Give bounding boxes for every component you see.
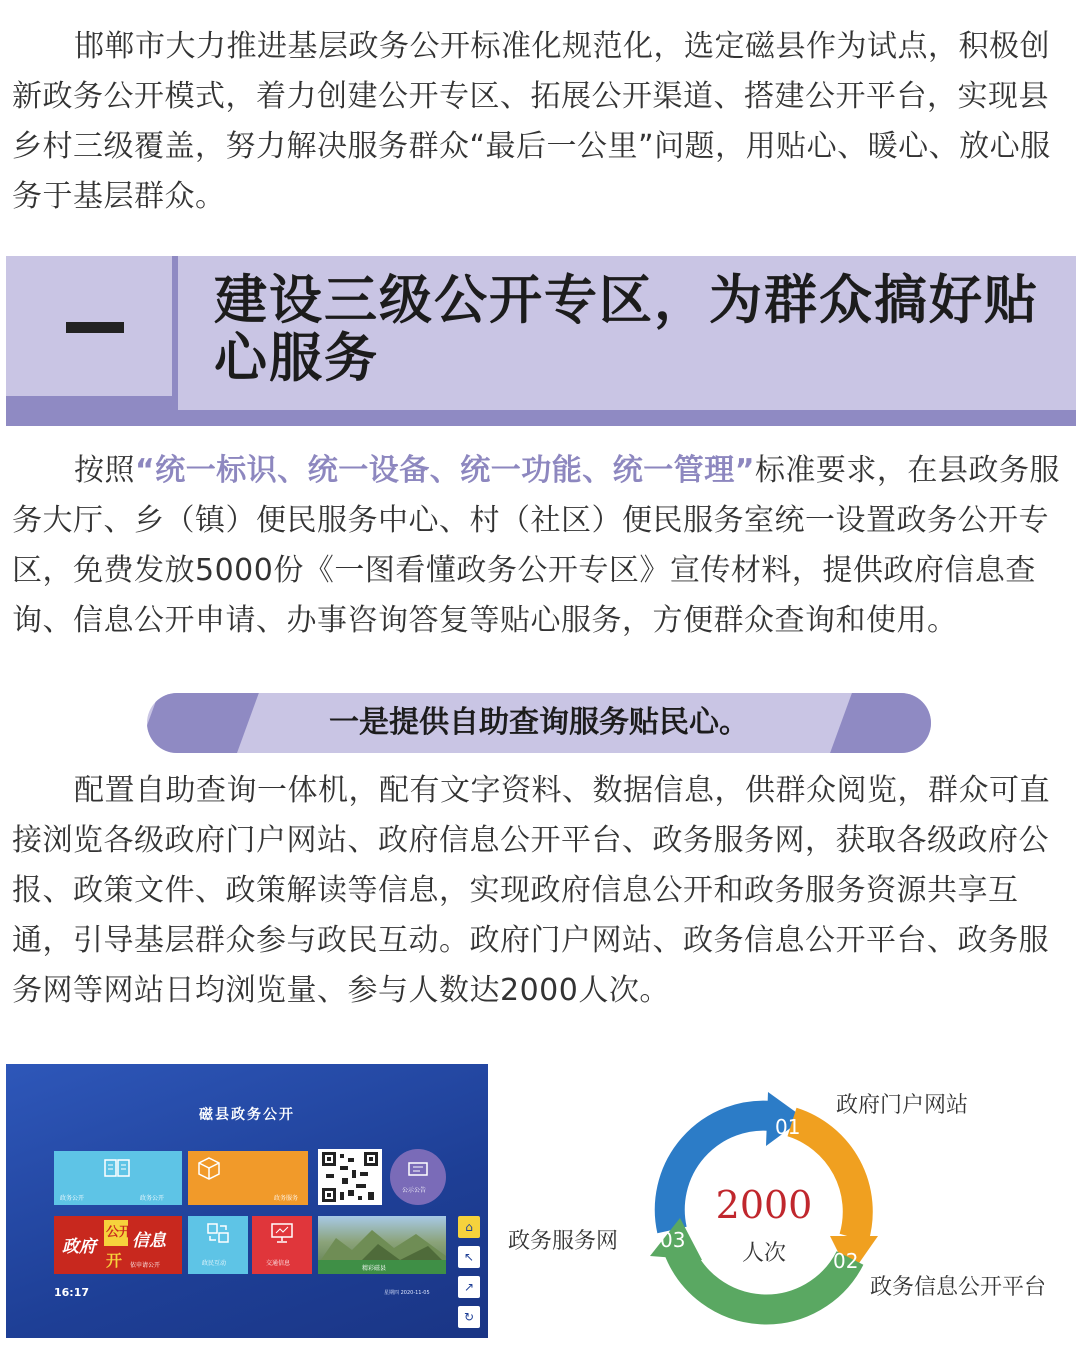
paragraph-standards-rest: 标准要求，在县政务服务大厅、乡（镇）便民服务中心、村（社区）便民服务室统一设置政务公开专区，免费发放5000份《一图看懂政务公开专区》宣传材料，提供政府信息查询、信息公开申请、办事咨询答复等贴心服务，方便群众查询和使用。 xyxy=(12,453,1060,638)
subheading-text: 一是提供自助查询服务贴民心。 xyxy=(329,705,749,740)
qr-code-icon xyxy=(322,1152,378,1202)
subheading-pill xyxy=(147,693,931,753)
paragraph-kiosk: 配置自助查询一体机，配有文字资料、数据信息，供群众阅览，群众可直接浏览各级政府门户网站、政府信息公开平台、政务服务网，获取各级政府公报、政策文件、政策解读等信息，实现政府信息公开和政务服务资源共享互通，引导基层群众参与政民互动。政府门户网站、政务信息公开平台、政务服务网等网站日均浏览量、参与人数达2000人次。 xyxy=(12,773,1050,1008)
kiosk-tile-label: 交通信息 xyxy=(266,1260,291,1267)
monitor-icon xyxy=(270,1222,294,1244)
kiosk-tile-label: 依申请公开 xyxy=(130,1262,161,1269)
forward-arrow-icon[interactable]: ↗ xyxy=(458,1276,480,1298)
book-icon xyxy=(102,1157,132,1181)
scenery-photo xyxy=(318,1216,446,1274)
label-info-platform: 政务信息公开平台 xyxy=(870,1275,1047,1300)
intro-paragraph: 邯郸市大力推进基层政务公开标准化规范化，选定磁县作为试点，积极创新政务公开模式，着力创建公开专区、拓展公开渠道、搭建公开平台，实现县乡村三级覆盖，努力解决服务群众“最后一公里”问题，用贴心、暖心、放心服务于基层群众。 xyxy=(12,29,1051,214)
home-icon[interactable]: ⌂ xyxy=(458,1216,480,1238)
arrow-number-02: 02 xyxy=(833,1249,859,1273)
exchange-icon xyxy=(206,1222,230,1244)
kiosk-tile-interaction xyxy=(188,1216,248,1274)
logo-text: 政府 xyxy=(62,1237,96,1257)
board-icon xyxy=(407,1161,429,1179)
arrow-number-03: 03 xyxy=(660,1228,686,1252)
label-gov-portal: 政府门户网站 xyxy=(836,1093,969,1118)
mountain-icon xyxy=(318,1224,446,1264)
logo-text: 公开 xyxy=(106,1225,133,1240)
kiosk-tile-label: 政务服务 xyxy=(274,1195,299,1202)
refresh-icon[interactable]: ↻ xyxy=(458,1306,480,1328)
kiosk-tile-label: 政务公开 xyxy=(60,1195,85,1202)
back-arrow-icon[interactable]: ↖ xyxy=(458,1246,480,1268)
cube-icon xyxy=(196,1155,222,1181)
kiosk-tile-label: 精彩磁县 xyxy=(362,1265,387,1272)
paragraph-standards-prefix: 按照 xyxy=(74,453,135,488)
label-service-net: 政务服务网 xyxy=(508,1229,619,1254)
section-number-dash xyxy=(66,322,124,333)
arrow-number-01: 01 xyxy=(775,1115,801,1139)
paragraph-standards xyxy=(12,446,1074,646)
open-government-logo xyxy=(54,1216,182,1274)
kiosk-title: 磁县政务公开 xyxy=(199,1107,295,1123)
logo-text: 开 xyxy=(106,1251,123,1270)
qr-code xyxy=(318,1149,382,1205)
kiosk-tile-announcement xyxy=(390,1149,446,1205)
kiosk-tile-label: 政务公开 xyxy=(140,1195,165,1202)
kiosk-tile-gov-service xyxy=(188,1151,308,1205)
kiosk-tile-label: 政民互动 xyxy=(202,1260,227,1267)
cycle-center-value: 2000 xyxy=(715,1183,813,1227)
kiosk-tile-label: 公示公告 xyxy=(402,1187,427,1194)
kiosk-tile-gov-open xyxy=(54,1151,182,1205)
kiosk-tile-traffic xyxy=(252,1216,312,1274)
logo-text: 信息 xyxy=(132,1231,166,1251)
kiosk-time: 16:17 xyxy=(54,1286,90,1299)
kiosk-date: 星期四 2020-11-05 xyxy=(384,1290,430,1296)
kiosk-screenshot xyxy=(6,1064,488,1338)
standards-highlight: “统一标识、统一设备、统一功能、统一管理” xyxy=(135,453,755,488)
section-title: 建设三级公开专区，为群众搞好贴心服务 xyxy=(214,270,1039,389)
cycle-center-unit: 人次 xyxy=(741,1241,786,1266)
